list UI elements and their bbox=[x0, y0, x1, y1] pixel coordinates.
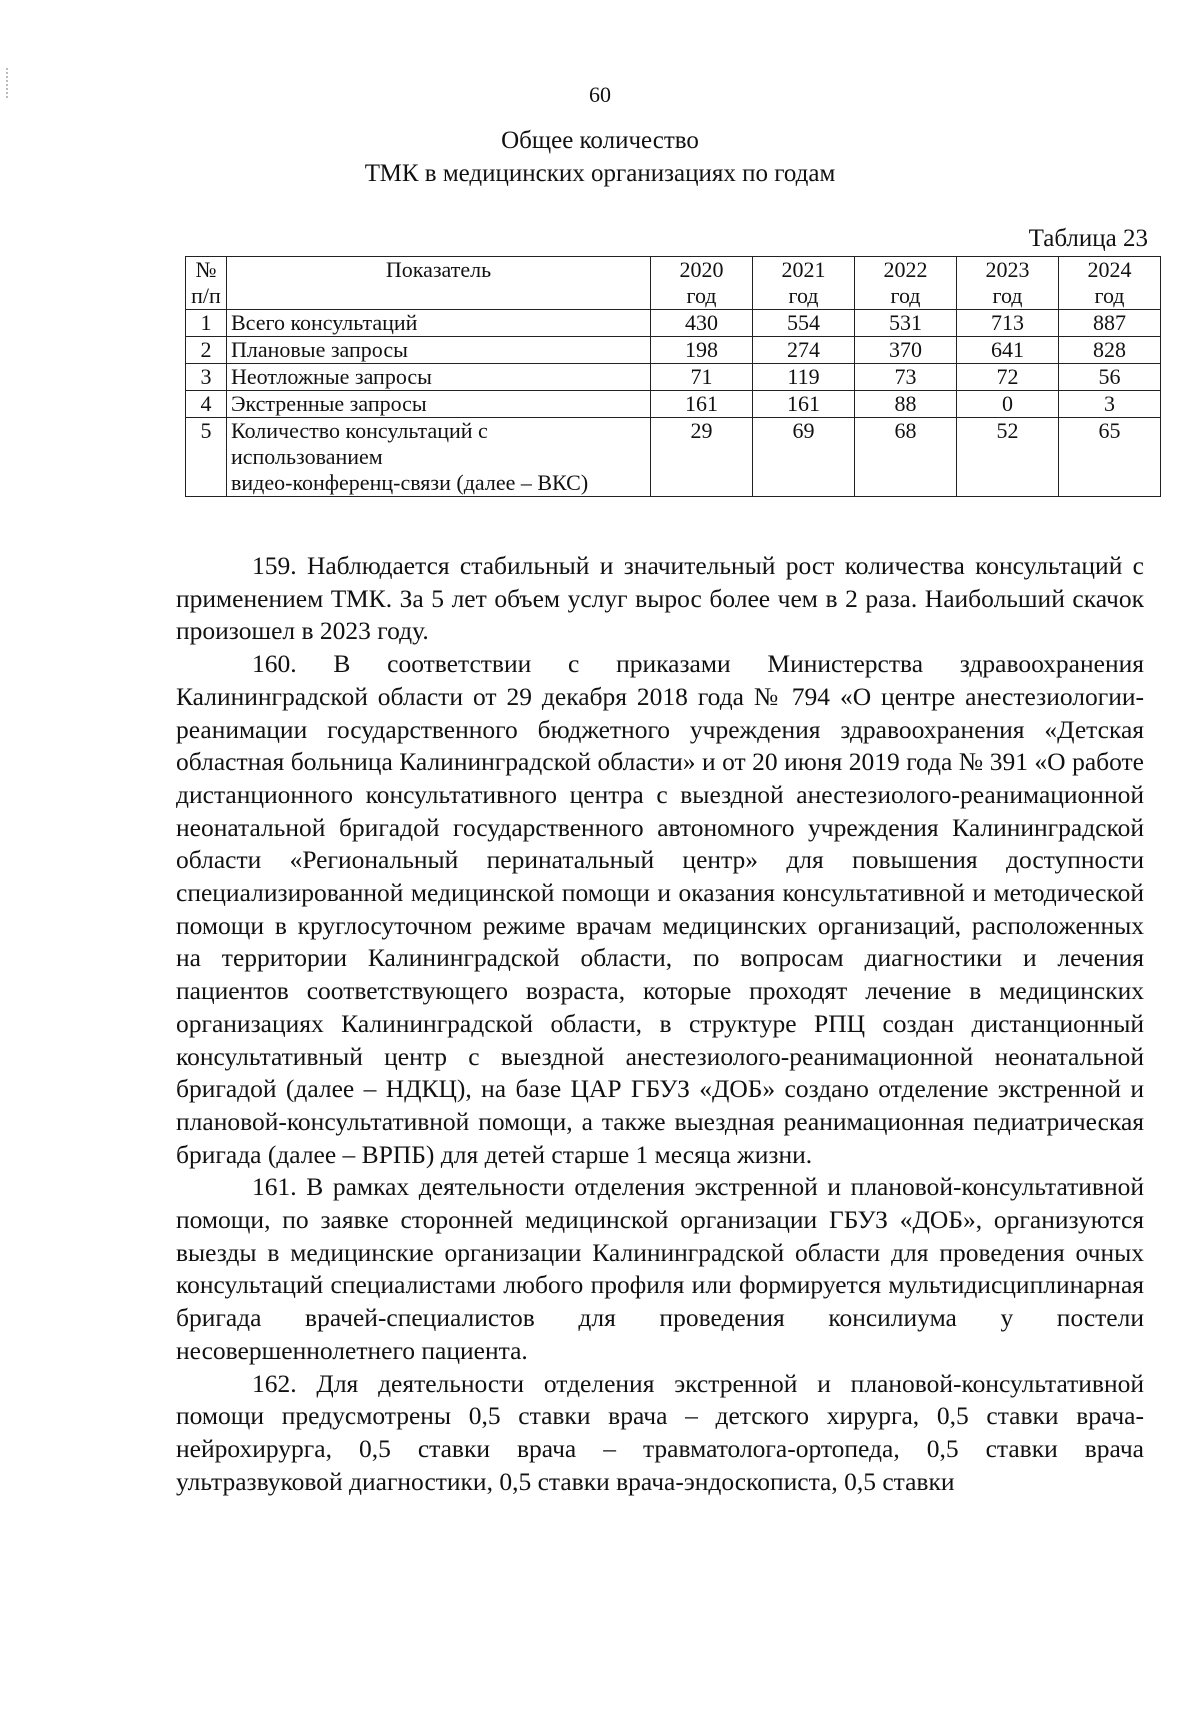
header-year-unit: год bbox=[788, 283, 819, 308]
page-title bbox=[0, 124, 1200, 190]
header-year-value: 2021 bbox=[781, 257, 826, 282]
paragraph-161: 161. В рамках деятельности отделения экстренной и плановой-консультативной помощи, по заявке сторонней медицинской организации ГБУЗ «ДОБ», организуются выезды в медицинские организации Калининградской области для проведения очных консультаций специалистами любого профиля или формируется мультидисциплинарная бригада врачей-специалистов для проведения консилиума у постели несовершеннолетнего пациента. bbox=[176, 1172, 1144, 1365]
row-value: 29 bbox=[651, 418, 753, 497]
row-value: 52 bbox=[957, 418, 1059, 497]
row-value: 3 bbox=[1059, 391, 1161, 418]
header-year-unit: год bbox=[1094, 283, 1125, 308]
row-value: 430 bbox=[651, 310, 753, 337]
row-value: 119 bbox=[753, 364, 855, 391]
header-year bbox=[651, 257, 753, 310]
table-row bbox=[186, 364, 1161, 391]
header-year bbox=[957, 257, 1059, 310]
header-year-value: 2022 bbox=[883, 257, 928, 282]
header-year bbox=[855, 257, 957, 310]
row-value: 641 bbox=[957, 337, 1059, 364]
row-value: 68 bbox=[855, 418, 957, 497]
header-year-unit: год bbox=[890, 283, 921, 308]
header-year-value: 2020 bbox=[679, 257, 724, 282]
row-value: 65 bbox=[1059, 418, 1161, 497]
table-row bbox=[186, 310, 1161, 337]
title-line-2: ТМК в медицинских организациях по годам bbox=[364, 160, 836, 187]
row-value: 713 bbox=[957, 310, 1059, 337]
table-header-row bbox=[186, 257, 1161, 310]
row-value: 0 bbox=[957, 391, 1059, 418]
row-num: 3 bbox=[186, 364, 227, 391]
row-name-line: видео-конференц-связи (далее – ВКС) bbox=[231, 470, 589, 495]
row-value: 88 bbox=[855, 391, 957, 418]
paragraph-162: 162. Для деятельности отделения экстренной и плановой-консультативной помощи предусмотрены 0,5 ставки врача – детского хирурга, 0,5 ставки врача-нейрохирурга, 0,5 ставки врача – травматолога-ортопеда, 0,5 ставки врача ультразвуковой диагностики, 0,5 ставки врача-эндоскописта, 0,5 ставки bbox=[176, 1368, 1144, 1496]
header-num-line1: № bbox=[195, 257, 217, 282]
table-row bbox=[186, 391, 1161, 418]
row-name: Неотложные запросы bbox=[227, 364, 651, 391]
row-value: 56 bbox=[1059, 364, 1161, 391]
header-year bbox=[753, 257, 855, 310]
header-year-value: 2024 bbox=[1087, 257, 1132, 282]
table-row bbox=[186, 337, 1161, 364]
header-indicator: Показатель bbox=[227, 257, 651, 310]
row-value: 72 bbox=[957, 364, 1059, 391]
row-name-line: Количество консультаций с bbox=[231, 418, 488, 443]
header-year-value: 2023 bbox=[985, 257, 1030, 282]
title-line-1: Общее количество bbox=[501, 127, 699, 154]
row-value: 198 bbox=[651, 337, 753, 364]
row-value: 161 bbox=[753, 391, 855, 418]
header-year-unit: год bbox=[992, 283, 1023, 308]
row-num: 2 bbox=[186, 337, 227, 364]
row-value: 69 bbox=[753, 418, 855, 497]
row-num: 5 bbox=[186, 418, 227, 497]
row-name-line: использованием bbox=[231, 444, 383, 469]
row-value: 71 bbox=[651, 364, 753, 391]
row-value: 370 bbox=[855, 337, 957, 364]
row-value: 274 bbox=[753, 337, 855, 364]
header-year-unit: год bbox=[686, 283, 717, 308]
row-name: Всего консультаций bbox=[227, 310, 651, 337]
header-year bbox=[1059, 257, 1161, 310]
row-value: 828 bbox=[1059, 337, 1161, 364]
body-text bbox=[176, 550, 1144, 1498]
table-row bbox=[186, 418, 1161, 497]
paragraph-160: 160. В соответствии с приказами Министерства здравоохранения Калининградской области от 29 декабря 2018 года № 794 «О центре анестезиологии-реанимации государственного бюджетного учреждения здравоохранения «Детская областная больница Калининградской области» и от 20 июня 2019 года № 391 «О работе дистанционного консультативного центра с выездной анестезиолого-реанимационной неонатальной бригадой государственного автономного учреждения Калининградской области «Региональный перинатальный центр» для повышения доступности специализированной медицинской помощи и оказания консультативной и методической помощи в круглосуточном режиме врачам медицинских организаций, расположенных на территории Калининградской области, по вопросам диагностики и лечения пациентов соответствующего возраста, которые проходят лечение в медицинских организациях Калининградской области, в структуре РПЦ создан дистанционный консультативный центр с выездной анестезиолого-реанимационной неонатальной бригадой (далее – НДКЦ), на базе ЦАР ГБУЗ «ДОБ» создано отделение экстренной и плановой-консультативной помощи, а также выездная реанимационная педиатрическая бригада (далее – ВРПБ) для детей старше 1 месяца жизни. bbox=[176, 649, 1144, 1169]
row-value: 531 bbox=[855, 310, 957, 337]
tmk-table bbox=[185, 256, 1161, 497]
row-name: Экстренные запросы bbox=[227, 391, 651, 418]
row-num: 1 bbox=[186, 310, 227, 337]
row-value: 161 bbox=[651, 391, 753, 418]
row-name: Плановые запросы bbox=[227, 337, 651, 364]
row-num: 4 bbox=[186, 391, 227, 418]
paragraph-159: 159. Наблюдается стабильный и значительный рост количества консультаций с применением ТМК. За 5 лет объем услуг вырос более чем в 2 раза. Наибольший скачок произошел в 2023 году. bbox=[176, 551, 1144, 646]
header-num-line2: п/п bbox=[191, 283, 221, 308]
row-value: 73 bbox=[855, 364, 957, 391]
row-name bbox=[227, 418, 651, 497]
row-value: 554 bbox=[753, 310, 855, 337]
page-number: 60 bbox=[589, 82, 611, 107]
header-num bbox=[186, 257, 227, 310]
table-label: Таблица 23 bbox=[1028, 225, 1148, 252]
row-value: 887 bbox=[1059, 310, 1161, 337]
